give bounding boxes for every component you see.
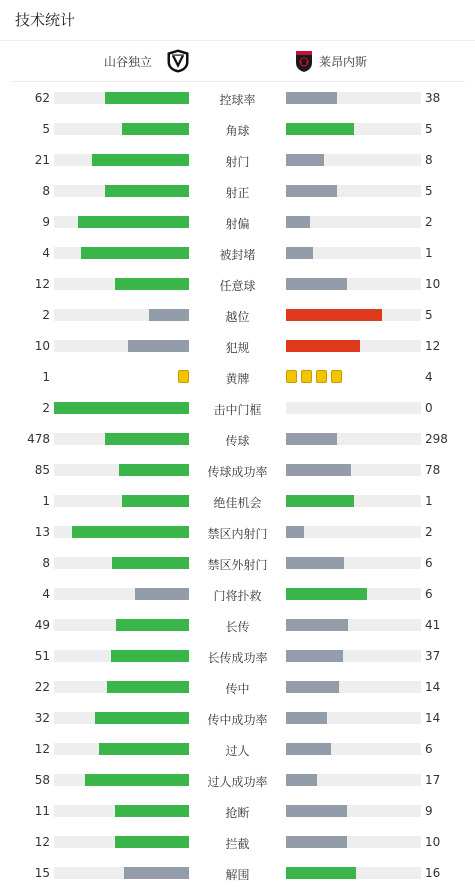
stat-label: 禁区内射门: [207, 527, 268, 541]
home-value: 32: [34, 711, 50, 725]
home-bar-fill: [78, 216, 189, 228]
home-bar-track: [54, 557, 189, 569]
home-bar-track: [54, 247, 189, 259]
away-bar-fill: [286, 588, 367, 600]
away-value: 298: [425, 432, 448, 446]
stat-label: 过人: [225, 744, 250, 758]
away-bar-fill: [286, 836, 347, 848]
home-yellow-cards: [174, 370, 189, 383]
yellow-card-icon: [331, 370, 342, 383]
yellow-card-icon: [316, 370, 327, 383]
teams-header: [10, 41, 465, 82]
home-value: 12: [34, 835, 50, 849]
away-bar-track: [286, 681, 421, 693]
home-bar-fill: [112, 557, 189, 569]
away-value: 1: [425, 246, 433, 260]
away-bar-track: [286, 743, 421, 755]
home-value: 1: [42, 370, 50, 384]
away-bar-fill: [286, 278, 347, 290]
away-bar-fill: [286, 185, 337, 197]
stat-row: [0, 702, 475, 733]
away-bar-track: [286, 402, 421, 414]
away-bar-fill: [286, 154, 324, 166]
away-value: 9: [425, 804, 433, 818]
away-value: 10: [425, 277, 441, 291]
away-bar-track: [286, 836, 421, 848]
stat-label: 禁区外射门: [207, 558, 268, 572]
home-value: 49: [34, 618, 50, 632]
home-bar-fill: [149, 309, 190, 321]
home-value: 478: [27, 432, 50, 446]
yellow-card-icon: [178, 370, 189, 383]
stat-row: [0, 237, 475, 268]
away-bar-fill: [286, 743, 331, 755]
away-bar-track: [286, 867, 421, 879]
page-title: 技术统计: [0, 0, 475, 41]
away-value: 0: [425, 401, 433, 415]
stat-row: [0, 609, 475, 640]
stat-row: [0, 144, 475, 175]
home-bar-track: [54, 526, 189, 538]
home-value: 51: [34, 649, 50, 663]
away-value: 4: [425, 370, 433, 384]
home-value: 15: [34, 866, 50, 880]
away-value: 5: [425, 308, 433, 322]
home-value: 12: [34, 742, 50, 756]
stat-row: [0, 175, 475, 206]
stat-label: 控球率: [219, 93, 256, 107]
away-bar-fill: [286, 650, 343, 662]
home-value: 5: [42, 122, 50, 136]
away-bar-track: [286, 154, 421, 166]
home-bar-fill: [116, 619, 189, 631]
away-bar-track: [286, 185, 421, 197]
away-yellow-cards: [286, 370, 346, 383]
away-bar-track: [286, 464, 421, 476]
home-team-logo-icon: [166, 49, 190, 73]
away-value: 2: [425, 215, 433, 229]
yellow-card-icon: [286, 370, 297, 383]
away-value: 78: [425, 463, 441, 477]
home-value: 11: [34, 804, 50, 818]
away-bar-track: [286, 619, 421, 631]
stat-row: [0, 268, 475, 299]
away-bar-track: [286, 588, 421, 600]
away-value: 14: [425, 711, 441, 725]
home-bar-fill: [99, 743, 189, 755]
stat-label: 射正: [225, 186, 250, 200]
stat-label: 拦截: [225, 837, 250, 851]
away-bar-track: [286, 216, 421, 228]
away-bar-fill: [286, 774, 317, 786]
away-bar-fill: [286, 805, 347, 817]
home-value: 10: [34, 339, 50, 353]
home-value: 13: [34, 525, 50, 539]
home-value: 62: [34, 91, 50, 105]
away-bar-fill: [286, 92, 337, 104]
home-bar-fill: [122, 495, 190, 507]
home-bar-fill: [72, 526, 189, 538]
stat-row: [0, 423, 475, 454]
stat-label: 传球成功率: [207, 465, 268, 479]
stat-row: [0, 82, 475, 113]
home-bar-fill: [115, 278, 189, 290]
stat-label: 射门: [225, 155, 250, 169]
away-bar-fill: [286, 681, 339, 693]
home-value: 85: [34, 463, 50, 477]
away-bar-track: [286, 340, 421, 352]
stat-label: 绝佳机会: [213, 496, 262, 510]
home-team-name: 山谷独立: [103, 55, 152, 69]
home-value: 4: [42, 246, 50, 260]
stat-row: [0, 361, 475, 392]
home-bar-track: [54, 92, 189, 104]
stat-row: [0, 454, 475, 485]
home-value: 12: [34, 277, 50, 291]
stats-list: [0, 82, 475, 888]
home-bar-fill: [81, 247, 189, 259]
stat-label: 抢断: [225, 806, 250, 820]
away-value: 2: [425, 525, 433, 539]
away-bar-fill: [286, 619, 348, 631]
away-bar-track: [286, 433, 421, 445]
away-value: 41: [425, 618, 441, 632]
yellow-card-icon: [301, 370, 312, 383]
home-bar-fill: [122, 123, 190, 135]
away-bar-fill: [286, 247, 313, 259]
away-bar-track: [286, 92, 421, 104]
stat-row: [0, 764, 475, 795]
stat-row: [0, 857, 475, 888]
stat-label: 射偏: [225, 217, 250, 231]
home-bar-track: [54, 123, 189, 135]
away-value: 6: [425, 556, 433, 570]
away-bar-fill: [286, 433, 337, 445]
home-bar-fill: [105, 92, 189, 104]
home-bar-fill: [115, 836, 189, 848]
away-value: 17: [425, 773, 441, 787]
away-bar-track: [286, 526, 421, 538]
stat-label: 门将扑救: [213, 589, 262, 603]
away-bar-fill: [286, 526, 304, 538]
stat-label: 犯规: [225, 341, 250, 355]
home-bar-track: [54, 836, 189, 848]
stat-row: [0, 206, 475, 237]
home-bar-fill: [107, 681, 189, 693]
stat-row: [0, 516, 475, 547]
away-value: 10: [425, 835, 441, 849]
home-bar-track: [54, 650, 189, 662]
stat-label: 被封堵: [219, 248, 256, 262]
away-bar-fill: [286, 495, 354, 507]
home-value: 8: [42, 184, 50, 198]
away-value: 38: [425, 91, 441, 105]
home-value: 1: [42, 494, 50, 508]
home-bar-fill: [92, 154, 189, 166]
stat-label: 长传: [225, 620, 250, 634]
home-bar-track: [54, 340, 189, 352]
home-bar-track: [54, 402, 189, 414]
home-value: 8: [42, 556, 50, 570]
away-bar-track: [286, 309, 421, 321]
stat-row: [0, 826, 475, 857]
stat-label: 角球: [225, 124, 250, 138]
home-bar-fill: [124, 867, 189, 879]
away-bar-fill: [286, 557, 344, 569]
home-bar-fill: [54, 402, 189, 414]
home-bar-track: [54, 433, 189, 445]
away-value: 8: [425, 153, 433, 167]
stat-row: [0, 795, 475, 826]
away-bar-fill: [286, 309, 382, 321]
home-bar-fill: [105, 185, 189, 197]
away-value: 14: [425, 680, 441, 694]
home-bar-track: [54, 805, 189, 817]
home-value: 2: [42, 308, 50, 322]
home-value: 22: [34, 680, 50, 694]
stat-row: [0, 485, 475, 516]
home-bar-track: [54, 867, 189, 879]
home-bar-track: [54, 743, 189, 755]
away-bar-track: [286, 805, 421, 817]
home-bar-track: [54, 154, 189, 166]
stat-row: [0, 640, 475, 671]
away-bar-fill: [286, 867, 356, 879]
home-bar-track: [54, 464, 189, 476]
away-value: 37: [425, 649, 441, 663]
stat-label: 解围: [225, 868, 250, 882]
away-bar-fill: [286, 216, 310, 228]
home-bar-fill: [119, 464, 189, 476]
home-bar-track: [54, 619, 189, 631]
away-bar-track: [286, 247, 421, 259]
home-bar-fill: [115, 805, 189, 817]
away-bar-fill: [286, 123, 354, 135]
stat-label: 击中门框: [213, 403, 262, 417]
home-bar-track: [54, 588, 189, 600]
stat-label: 黄牌: [225, 372, 250, 386]
home-bar-track: [54, 216, 189, 228]
home-bar-fill: [128, 340, 189, 352]
away-bar-fill: [286, 340, 360, 352]
home-bar-track: [54, 309, 189, 321]
home-bar-track: [54, 681, 189, 693]
stat-row: [0, 299, 475, 330]
away-bar-track: [286, 495, 421, 507]
away-bar-fill: [286, 712, 327, 724]
stat-row: [0, 547, 475, 578]
stat-label: 传球: [225, 434, 250, 448]
home-bar-track: [54, 495, 189, 507]
away-bar-fill: [286, 464, 351, 476]
stat-row: [0, 733, 475, 764]
stat-label: 越位: [225, 310, 250, 324]
away-bar-track: [286, 774, 421, 786]
home-value: 58: [34, 773, 50, 787]
away-value: 1: [425, 494, 433, 508]
away-bar-track: [286, 278, 421, 290]
stat-row: [0, 330, 475, 361]
away-value: 5: [425, 184, 433, 198]
away-value: 5: [425, 122, 433, 136]
home-bar-track: [54, 278, 189, 290]
away-team-logo-icon: [294, 49, 314, 73]
home-bar-track: [54, 185, 189, 197]
stat-label: 传中: [225, 682, 250, 696]
away-bar-track: [286, 123, 421, 135]
home-value: 2: [42, 401, 50, 415]
away-bar-track: [286, 712, 421, 724]
home-bar-fill: [105, 433, 189, 445]
home-bar-fill: [85, 774, 189, 786]
stat-label: 长传成功率: [207, 651, 268, 665]
home-bar-fill: [111, 650, 189, 662]
home-bar-track: [54, 774, 189, 786]
away-bar-track: [286, 557, 421, 569]
stat-row: [0, 392, 475, 423]
stat-label: 任意球: [219, 279, 256, 293]
stat-label: 传中成功率: [207, 713, 268, 727]
away-value: 6: [425, 742, 433, 756]
home-value: 9: [42, 215, 50, 229]
home-bar-fill: [95, 712, 190, 724]
home-bar-fill: [135, 588, 189, 600]
home-value: 4: [42, 587, 50, 601]
stat-label: 过人成功率: [207, 775, 268, 789]
stat-row: [0, 578, 475, 609]
away-value: 12: [425, 339, 441, 353]
away-value: 6: [425, 587, 433, 601]
away-bar-track: [286, 650, 421, 662]
home-value: 21: [34, 153, 50, 167]
away-team-name: 莱昂内斯: [319, 55, 368, 69]
stat-row: [0, 113, 475, 144]
away-value: 16: [425, 866, 441, 880]
home-bar-track: [54, 712, 189, 724]
stat-row: [0, 671, 475, 702]
